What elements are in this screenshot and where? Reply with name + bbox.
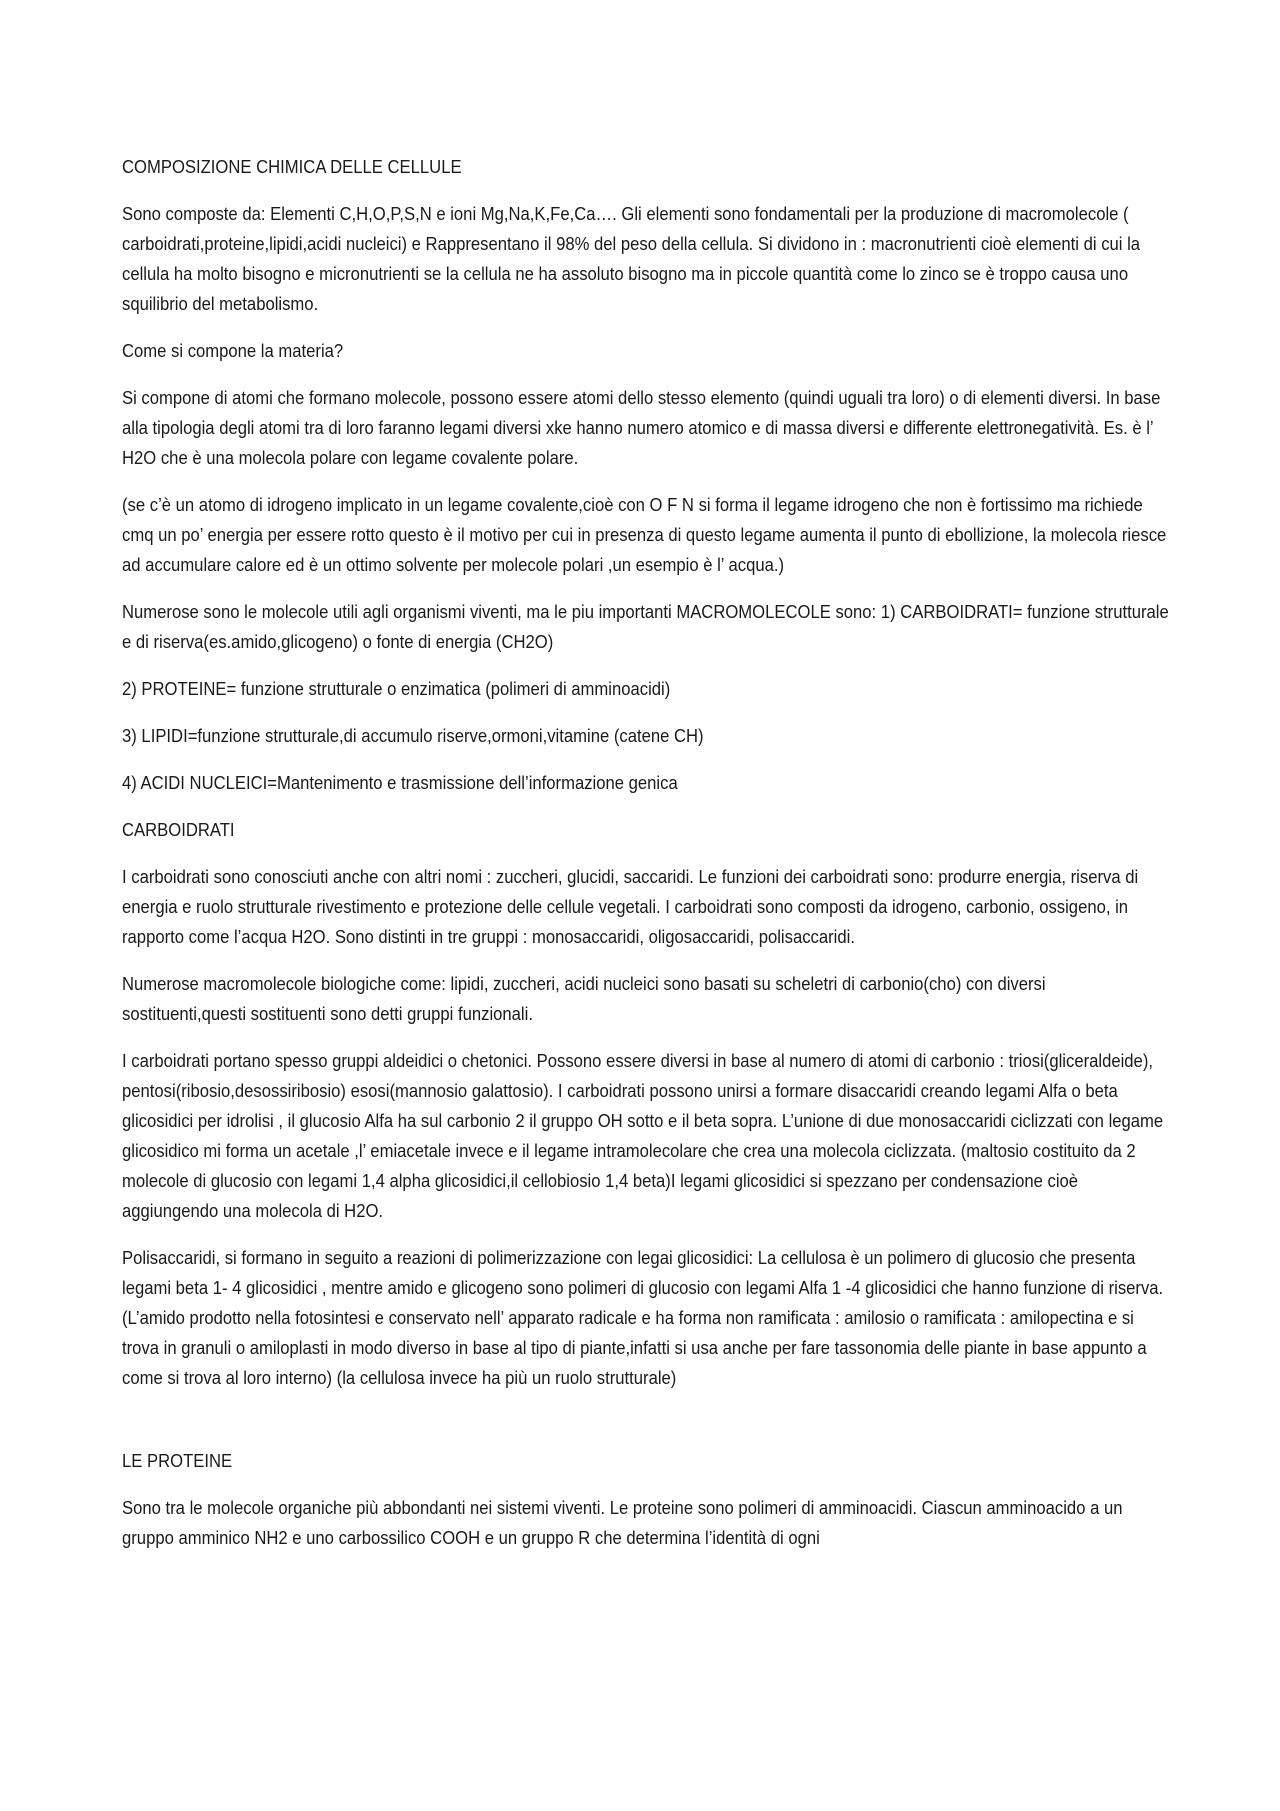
list-item-lipidi: 3) LIPIDI=funzione strutturale,di accumulo riserve,ormoni,vitamine (catene CH) <box>122 725 704 746</box>
paragraph-atomi: Si compone di atomi che formano molecole, possono essere atomi dello stesso elemento (quindi uguali tra loro) o di elementi diversi. In base alla tipologia degli atomi tra di loro faranno legami diversi xke hanno numero atomico e di massa diversi e differente elettronegatività. Es. è l’ H2O che è una molecola polare con legame covalente polare. <box>122 387 1161 468</box>
paragraph-legame-idrogeno: (se c’è un atomo di idrogeno implicato in un legame covalente,cioè con O F N si forma il legame idrogeno che non è fortissimo ma richiede cmq un po’ energia per essere rotto questo è il motivo per cui in presenza di questo legame aumenta il punto di ebollizione, la molecola riesce ad accumulare calore ed è un ottimo solvente per molecole polari ,un esempio è l’ acqua.) <box>122 494 1167 575</box>
section-heading-proteine: LE PROTEINE <box>122 1450 233 1471</box>
paragraph-macromolecole: Numerose sono le molecole utili agli organismi viventi, ma le piu importanti MACROMOLECOLE sono: 1) CARBOIDRATI= funzione strutturale e di riserva(es.amido,glicogeno) o fonte di energia (CH2O) <box>122 601 1169 652</box>
paragraph-carboidrati-intro: I carboidrati sono conosciuti anche con altri nomi : zuccheri, glucidi, saccaridi. Le funzioni dei carboidrati sono: produrre energia, riserva di energia e ruolo strutturale rivestimento e protezione delle cellule vegetali. I carboidrati sono composti da idrogeno, carbonio, ossigeno, in rapporto come l’acqua H2O. Sono distinti in tre gruppi : monosaccaridi, oligosaccaridi, polisaccaridi. <box>122 866 1139 947</box>
paragraph-proteine: Sono tra le molecole organiche più abbondanti nei sistemi viventi. Le proteine sono polimeri di amminoacidi. Ciascun amminoacido a un gruppo amminico NH2 e uno carbossilico COOH e un gruppo R che determina l’identità di ogni <box>122 1497 1123 1548</box>
section-heading-carboidrati: CARBOIDRATI <box>122 819 235 840</box>
paragraph-question: Come si compone la materia? <box>122 340 344 361</box>
blank-line <box>122 1410 1172 1446</box>
paragraph-gruppi-funzionali: Numerose macromolecole biologiche come: lipidi, zuccheri, acidi nucleici sono basati su scheletri di carbonio(cho) con diversi sostituenti,questi sostituenti sono detti gruppi funzionali. <box>122 973 1046 1024</box>
section-heading-composizione: COMPOSIZIONE CHIMICA DELLE CELLULE <box>122 156 462 177</box>
document-page <box>122 152 1172 1570</box>
paragraph-composizione: Sono composte da: Elementi C,H,O,P,S,N e ioni Mg,Na,K,Fe,Ca…. Gli elementi sono fondamentali per la produzione di macromolecole ( carboidrati,proteine,lipidi,acidi nucleici) e Rappresentano il 98% del peso della cellula. Si dividono in : macronutrienti cioè elementi di cui la cellula ha molto bisogno e micronutrienti se la cellula ne ha assoluto bisogno ma in piccole quantità come lo zinco se è troppo causa uno squilibrio del metabolismo. <box>122 203 1141 314</box>
list-item-acidi-nucleici: 4) ACIDI NUCLEICI=Mantenimento e trasmissione dell’informazione genica <box>122 772 678 793</box>
paragraph-polisaccaridi: Polisaccaridi, si formano in seguito a reazioni di polimerizzazione con legai glicosidici: La cellulosa è un polimero di glucosio che presenta legami beta 1- 4 glicosidici , mentre amido e glicogeno sono polimeri di glucosio con legami Alfa 1 -4 glicosidici che hanno funzione di riserva. (L’amido prodotto nella fotosintesi e conservato nell’ apparato radicale e ha forma non ramificata : amilosio o ramificata : amilopectina e si trova in granuli o amiloplasti in modo diverso in base al tipo di piante,infatti si usa anche per fare tassonomia delle piante in base appunto a come si trova al loro interno) (la cellulosa invece ha più un ruolo strutturale) <box>122 1247 1164 1388</box>
list-item-proteine: 2) PROTEINE= funzione strutturale o enzimatica (polimeri di amminoacidi) <box>122 678 671 699</box>
paragraph-glicosidici: I carboidrati portano spesso gruppi aldeidici o chetonici. Possono essere diversi in base al numero di atomi di carbonio : triosi(gliceraldeide), pentosi(ribosio,desossiribosio) esosi(mannosio galattosio). I carboidrati possono unirsi a formare disaccaridi creando legami Alfa o beta glicosidici per idrolisi , il glucosio Alfa ha sul carbonio 2 il gruppo OH sotto e il beta sopra. L’unione di due monosaccaridi ciclizzati con legame glicosidico mi forma un acetale ,l’ emiacetale invece e il legame intramolecolare che crea una molecola ciclizzata. (maltosio costituito da 2 molecole di glucosio con legami 1,4 alpha glicosidici,il cellobiosio 1,4 beta)I legami glicosidici si spezzano per condensazione cioè aggiungendo una molecola di H2O. <box>122 1050 1164 1221</box>
